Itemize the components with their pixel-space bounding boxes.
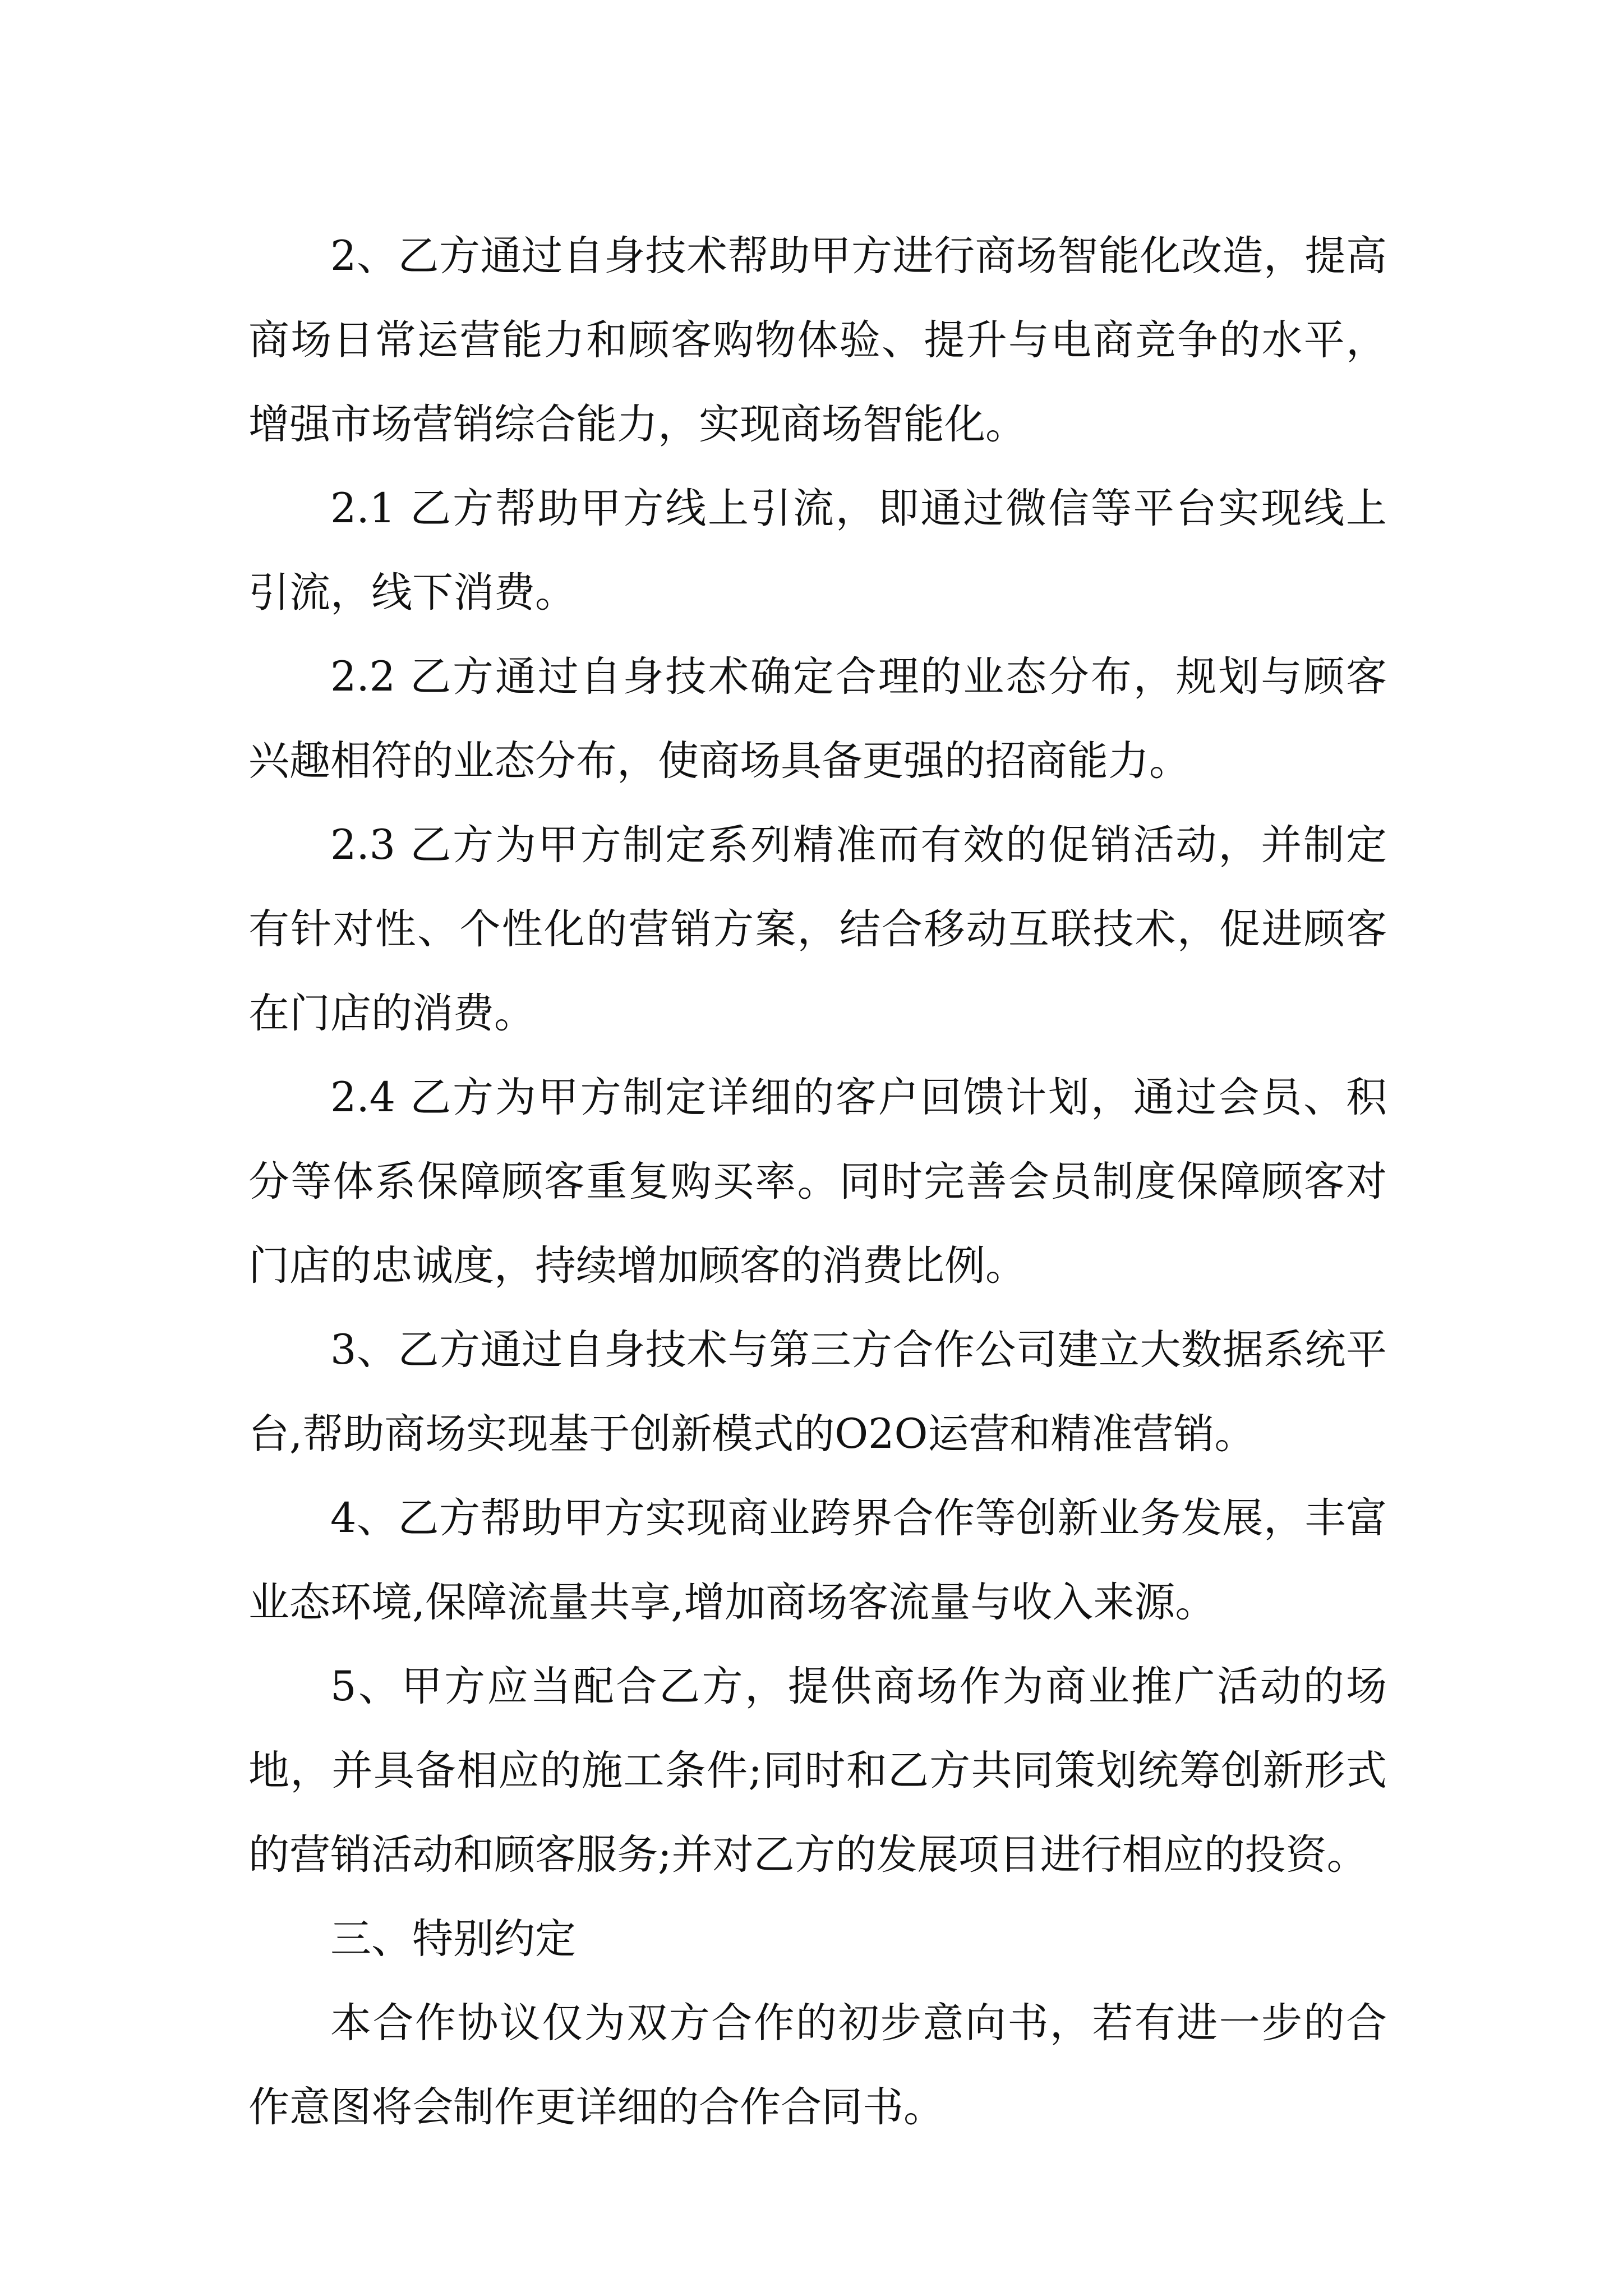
document-body (248, 214, 1387, 2150)
paragraph-3: 3、乙方通过自身技术与第三方合作公司建立大数据系统平台,帮助商场实现基于创新模式的O2O运营和精准营销。 (248, 1326, 1387, 1458)
paragraph-2-intro: 2、乙方通过自身技术帮助甲方进行商场智能化改造，提高商场日常运营能力和顾客购物体验、提升与电商竞争的水平，增强市场营销综合能力，实现商场智能化。 (248, 232, 1387, 448)
paragraph-special-terms: 本合作协议仅为双方合作的初步意向书，若有进一步的合作意图将会制作更详细的合作合同书。 (248, 1999, 1387, 2131)
paragraph-2-1: 2.1 乙方帮助甲方线上引流，即通过微信等平台实现线上引流，线下消费。 (248, 485, 1387, 616)
section-heading-special-terms: 三、特别约定 (330, 1915, 576, 1963)
paragraph-4: 4、乙方帮助甲方实现商业跨界合作等创新业务发展，丰富业态环境,保障流量共享,增加商场客流量与收入来源。 (248, 1494, 1387, 1626)
paragraph-5: 5、甲方应当配合乙方，提供商场作为商业推广活动的场地，并具备相应的施工条件;同时和乙方共同策划统筹创新形式的营销活动和顾客服务;并对乙方的发展项目进行相应的投资。 (248, 1663, 1387, 1879)
paragraph-2-4: 2.4 乙方为甲方制定详细的客户回馈计划，通过会员、积分等体系保障顾客重复购买率。同时完善会员制度保障顾客对门店的忠诚度，持续增加顾客的消费比例。 (248, 1074, 1387, 1290)
paragraph-2-3: 2.3 乙方为甲方制定系列精准而有效的促销活动，并制定有针对性、个性化的营销方案，结合移动互联技术，促进顾客在门店的消费。 (248, 821, 1387, 1037)
paragraph-2-2: 2.2 乙方通过自身技术确定合理的业态分布，规划与顾客兴趣相符的业态分布，使商场具备更强的招商能力。 (248, 653, 1387, 785)
